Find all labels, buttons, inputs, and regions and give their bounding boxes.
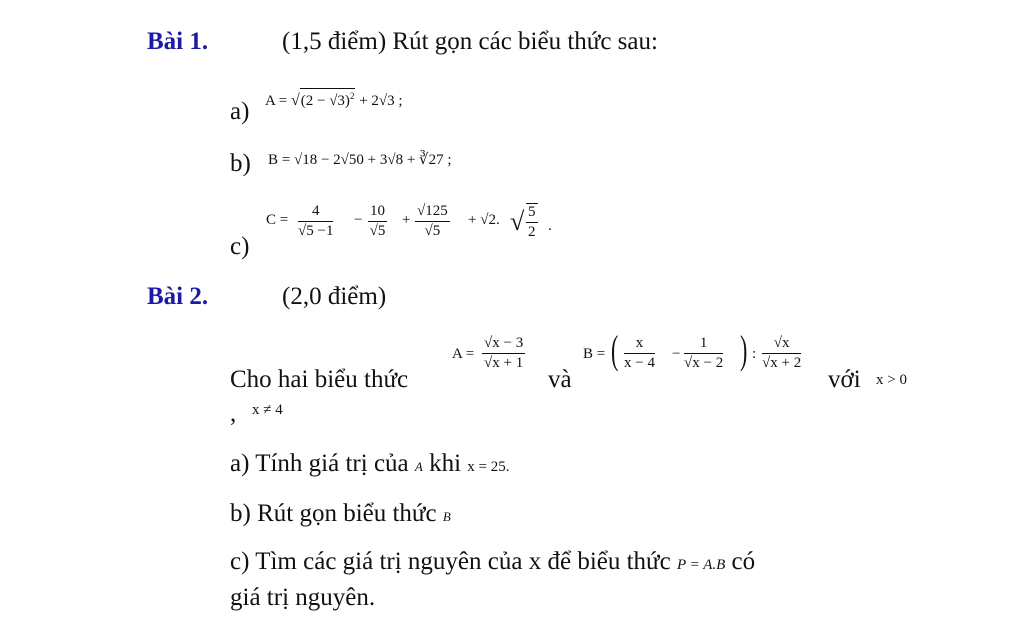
c-f3-num: √125 — [415, 203, 450, 222]
c-op3: + √2. — [468, 212, 500, 228]
B-fraction-1 — [624, 335, 655, 372]
a-base: (2 − √3) — [300, 93, 350, 109]
A-den: √x + 1 — [484, 355, 524, 371]
A-lhs: A = — [452, 346, 475, 362]
B-colon: : — [752, 346, 757, 362]
question-b — [230, 500, 451, 528]
sqrt-icon: √ — [290, 92, 300, 109]
bai1-points: (1,5 điểm) Rút gọn các biểu thức sau: — [282, 28, 658, 55]
c-fraction-4 — [526, 203, 538, 241]
c-op1: − — [354, 212, 363, 228]
qc-co: có — [731, 548, 756, 575]
c-f3-den: √5 — [424, 223, 441, 239]
qa-khi: khi — [429, 450, 462, 477]
c-f4-den: 2 — [528, 224, 536, 240]
qc-expr: P = A.B — [676, 557, 726, 573]
B-f2-den: √x − 2 — [684, 355, 724, 371]
c-fraction-3 — [415, 203, 450, 240]
c-op2: + — [402, 212, 411, 228]
bai1-c-label: c) — [230, 233, 250, 260]
left-paren-icon: ( — [610, 327, 619, 372]
B-fraction-3 — [762, 335, 801, 372]
B-f2-num: 1 — [684, 335, 723, 354]
c-f2-den: √5 — [369, 223, 386, 239]
condition-1: x > 0 — [876, 372, 907, 388]
qb-var: B — [442, 509, 451, 524]
question-a — [230, 450, 510, 478]
comma: , — [230, 400, 237, 427]
B-fraction-2 — [684, 335, 723, 372]
qa-var: A — [414, 459, 423, 474]
a-lhs: A = — [265, 93, 288, 109]
c-lhs: C = — [266, 212, 289, 228]
question-c-line2: giá trị nguyên. — [230, 584, 376, 611]
a-rest: + 2√3 ; — [359, 93, 403, 109]
c-fraction-2 — [368, 203, 387, 240]
c-f1-den: √5 −1 — [298, 223, 334, 239]
bai2-points: (2,0 điểm) — [282, 283, 387, 310]
c-end: . — [548, 218, 552, 234]
bai1-a-expression — [265, 88, 403, 110]
bai1-b-expression: B = √18 − 2√50 + 3√8 + ∛27 ; — [268, 152, 452, 168]
A-fraction — [482, 335, 525, 372]
question-c — [230, 548, 755, 576]
B-op: − — [672, 346, 681, 362]
c-f1-num: 4 — [298, 203, 333, 222]
c-f4-num: 5 — [526, 204, 538, 223]
A-num: √x − 3 — [482, 335, 525, 354]
right-paren-icon: ) — [739, 327, 748, 372]
bai1-heading: Bài 1. — [147, 28, 209, 55]
qa-text: a) Tính giá trị của — [230, 450, 409, 477]
a-radicand — [300, 88, 356, 109]
c-f2-num: 10 — [368, 203, 387, 222]
bai1-b-label: b) — [230, 150, 251, 177]
with-word: với — [828, 366, 861, 393]
and-word: và — [548, 366, 572, 393]
c-fraction-1 — [298, 203, 333, 240]
a-power: 2 — [349, 91, 355, 101]
B-f1-den: x − 4 — [624, 355, 655, 371]
B-lhs: B = — [583, 346, 606, 362]
bai1-a-label: a) — [230, 98, 250, 125]
bai2-intro: Cho hai biểu thức — [230, 366, 409, 393]
condition-2: x ≠ 4 — [252, 402, 283, 418]
B-f3-num: √x — [762, 335, 801, 354]
bai2-heading: Bài 2. — [147, 283, 209, 310]
B-f1-num: x — [624, 335, 655, 354]
qc-text: c) Tìm các giá trị nguyên của x để biểu thức — [230, 548, 671, 575]
sqrt-icon: √ — [510, 207, 525, 236]
B-f3-den: √x + 2 — [762, 355, 802, 371]
qa-expr: x = 25. — [467, 459, 510, 475]
qb-text: b) Rút gọn biểu thức — [230, 500, 437, 527]
